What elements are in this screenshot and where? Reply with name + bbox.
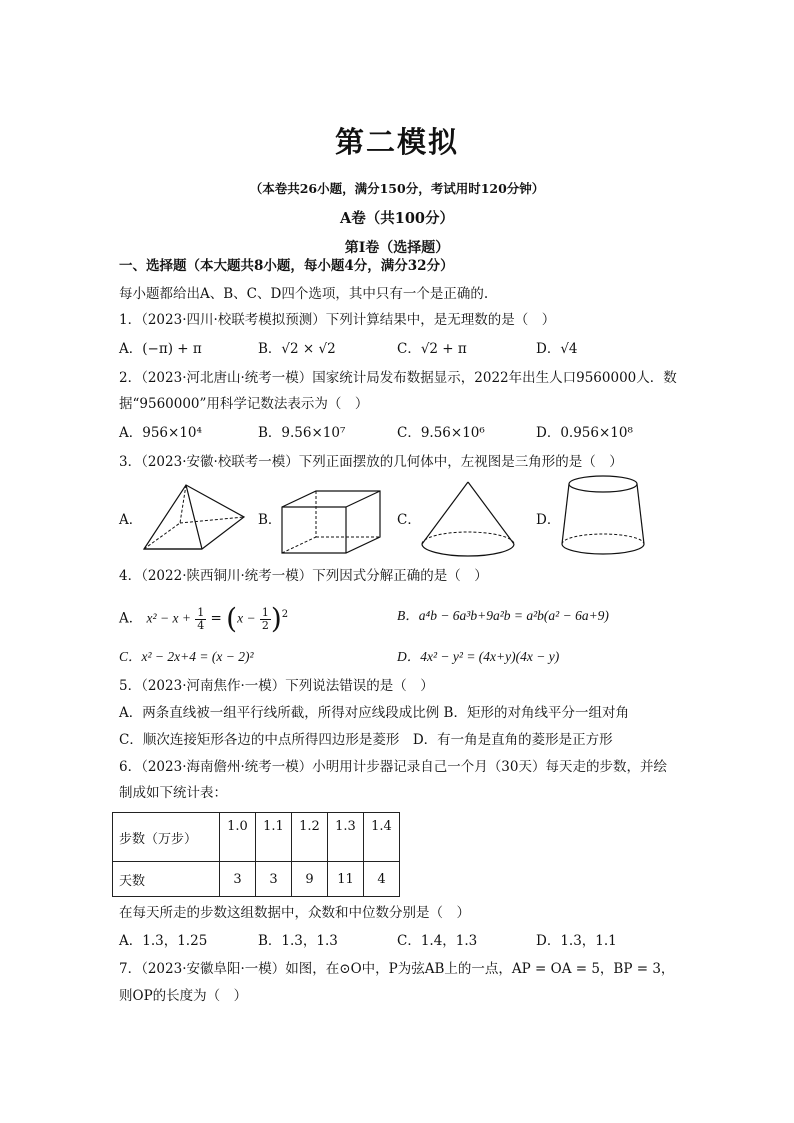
right-paren: ) (270, 602, 282, 635)
q6-option-d: D．1.3，1.1 (536, 933, 617, 949)
q2-option-c: C．9.56×10⁶ (397, 425, 485, 441)
table-row (113, 813, 400, 862)
rectangular-prism-figure (278, 487, 388, 557)
q7-stem-line1: 7．（2023·安徽阜阳·一模）如图，在⊙O中，P为弦AB上的一点，AP = OA = 5，BP = 3， (119, 961, 675, 977)
q1-option-d: D．√4 (536, 341, 578, 357)
q3-option-a: A． (119, 512, 143, 528)
q5-stem: 5．（2023·河南焦作·一模）下列说法错误的是（ ） (119, 678, 434, 694)
fraction-numerator: 1 (197, 605, 205, 619)
table-cell: 4 (364, 862, 400, 897)
q1-option-b: B．√2 × √2 (258, 341, 336, 357)
table-row-header: 天数 (113, 862, 220, 897)
q2-option-b: B．9.56×10⁷ (258, 425, 346, 441)
q3-stem: 3．（2023·安徽·校联考一模）下列正面摆放的几何体中，左视图是三角形的是（ ） (119, 454, 623, 470)
q6-option-c: C．1.4，1.3 (397, 933, 478, 949)
q4-option-a-label: A． (119, 610, 143, 627)
table-row (113, 862, 400, 897)
q5-options-cd: C．顺次连接矩形各边的中点所得四边形是菱形 D．有一角是直角的菱形是正方形 (119, 732, 613, 748)
q4-option-a (119, 597, 288, 637)
cone-figure (418, 478, 518, 562)
q1-option-c: C．√2 + π (397, 341, 467, 357)
volume-a-heading: A卷（共100分） (339, 210, 455, 227)
table-cell: 3 (220, 862, 256, 897)
q2-option-a: A．956×10⁴ (119, 425, 202, 441)
fraction-denominator: 4 (197, 618, 205, 632)
table-cell: 9 (292, 862, 328, 897)
q3-option-c: C． (397, 512, 421, 528)
table-cell: 1.0 (220, 813, 256, 862)
q2-stem-line2: 据“9560000”用科学记数法表示为（ ） (119, 396, 369, 412)
q3-option-b: B． (258, 512, 282, 528)
q4-option-b: B．a⁴b − 6a³b+9a²b = a²b(a² − 6a+9) (397, 608, 609, 623)
q4-option-a-fraction (195, 607, 206, 632)
exam-note: （本卷共26小题，满分150分，考试用时120分钟） (249, 181, 545, 196)
table-cell: 11 (328, 862, 364, 897)
table-cell: 1.2 (292, 813, 328, 862)
q4-option-a-expr: x² − x + (146, 610, 191, 626)
q6-option-b: B．1.3，1.3 (258, 933, 338, 949)
q5-options-ab: A．两条直线被一组平行线所截，所得对应线段成比例 B．矩形的对角线平分一组对角 (119, 705, 629, 721)
table-cell: 1.1 (256, 813, 292, 862)
q1-stem: 1．（2023·四川·校联考模拟预测）下列计算结果中，是无理数的是（ ） (119, 312, 556, 328)
q7-stem-line2: 则OP的长度为（ ） (119, 988, 248, 1004)
q4-option-a-equals: = (210, 610, 222, 627)
q6-question: 在每天所走的步数这组数据中，众数和中位数分别是（ ） (119, 905, 470, 921)
part1-heading: 第I卷（选择题） (344, 240, 450, 256)
frustum-figure (558, 472, 648, 562)
table-row-header: 步数（万步） (113, 813, 220, 862)
page-title: 第二模拟 (334, 125, 459, 159)
left-paren: ( (226, 602, 238, 635)
q6-option-a: A．1.3，1.25 (119, 933, 208, 949)
fraction-denominator: 2 (261, 618, 269, 632)
section1-intro: 每小题都给出A、B、C、D四个选项，其中只有一个是正确的. (119, 286, 489, 302)
fraction-numerator: 1 (261, 605, 269, 619)
q6-stem-line1: 6．（2023·海南儋州·统考一模）小明用计步器记录自己一个月（30天）每天走的步数，并绘 (119, 759, 667, 775)
q4-option-d: D．4x² − y² = (4x+y)(4x − y) (397, 649, 560, 664)
table-cell: 1.3 (328, 813, 364, 862)
q6-stem-line2: 制成如下统计表： (119, 785, 227, 801)
q2-stem-line1: 2．（2023·河北唐山·统考一模）国家统计局发布数据显示，2022年出生人口9560000人．数 (119, 370, 677, 386)
q2-option-d: D．0.956×10⁸ (536, 425, 633, 441)
q3-option-d: D． (536, 512, 561, 528)
q4-option-a-inner: x − (237, 610, 256, 626)
q4-stem: 4．（2022·陕西铜川·统考一模）下列因式分解正确的是（ ） (119, 568, 488, 584)
table-cell: 3 (256, 862, 292, 897)
steps-stats-table (112, 812, 400, 897)
q4-option-a-square: 2 (281, 609, 289, 620)
q1-option-a: A．(−π) + π (119, 341, 202, 357)
q4-option-c: C．x² − 2x+4 = (x − 2)² (119, 649, 254, 664)
section1-heading: 一、选择题（本大题共8小题，每小题4分，满分32分） (119, 258, 454, 274)
table-cell: 1.4 (364, 813, 400, 862)
triangular-prism-figure (140, 477, 250, 557)
q4-option-a-fraction2 (260, 607, 271, 632)
